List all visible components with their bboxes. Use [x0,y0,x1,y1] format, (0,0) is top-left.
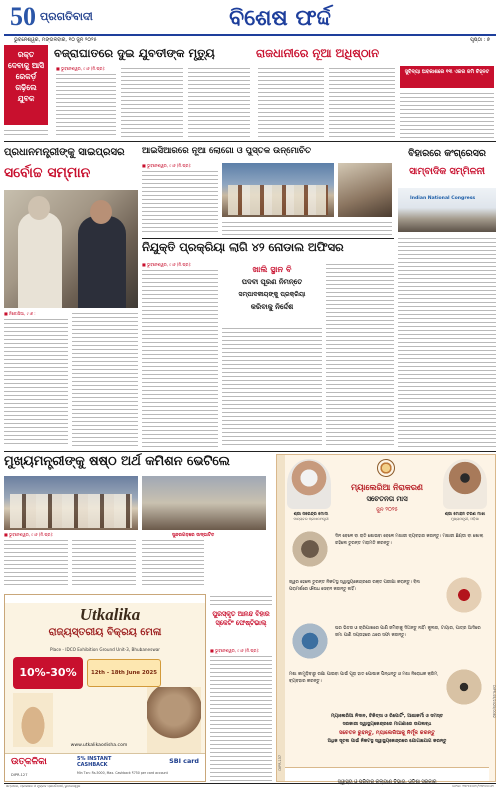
mosquito-net-icon [289,529,331,569]
section-title: ବିଶେଷ ଫର୍ଦ୍ଦ [229,6,331,31]
story4-body-col1 [142,169,218,235]
header-rule [4,34,496,36]
row2-divider [4,451,496,452]
malaria-tip-1 [289,527,485,571]
cm-name: ଶ୍ରୀ ମୋହନ ଚରଣ ମାଝୀ [444,511,486,516]
malaria-footer-l4: ଅଧିକ ସୂଚନା ପାଇଁ ନିକଟସ୍ଥ ସ୍ୱାସ୍ଥ୍ୟକେନ୍ଦ୍ରରେ ଯୋଗାଯୋଗ କରନ୍ତୁ [327,739,447,744]
malaria-tip-text: ଜ୍ୱର ହେଲେ ତୁରନ୍ତ ନିକଟସ୍ଥ ସ୍ୱାସ୍ଥ୍ୟକେନ୍ଦ୍ରରେ ରକ୍ତ ପରୀକ୍ଷା କରାନ୍ତୁ। ବିନା ପରାମର୍ଶରେ ଔଷଧ ସେବନ କରନ୍ତୁ ନାହିଁ। [289,580,420,592]
dateline: ଭୁବନେଶ୍ୱର, ମଙ୍ଗଳବାର, ୧୦ ଜୁନ ୨୦୨୫ [14,37,97,43]
malaria-code-left: DIPR-137 [278,755,282,771]
mela-ad-header-strip [5,595,205,603]
photo-figure-right [78,216,126,308]
side-teaser-text: ରକ୍ତ ଦେବାକୁ ଆସି ରେକର୍ଡ଼ ଗଢ଼ିଲେ ଯୁବକ [7,50,45,103]
photo-people-row [10,494,132,528]
story8-body [210,654,272,782]
story3-headline-box [4,144,138,188]
mela-discount-badge [13,657,83,689]
mela-ad [4,594,206,782]
story4-headline: ଆଇସିଆରରେ ନୂଆ ଲୋଗୋ ଓ ପୁସ୍ତକ ଉନ୍ମୋଚିତ [142,146,312,156]
malaria-subtitle: ସଚେତନତା ମାସ [366,495,408,503]
story3-dateline: ■ ନିକୋସିଆ, ୯।୬ : [4,311,36,316]
photo-people-row [228,185,328,215]
story7-body-col2 [72,538,136,588]
malaria-tip-3 [289,619,485,663]
story6-sub-box [222,262,322,322]
pm-role: ମାନ୍ୟବର ପ୍ରଧାନମନ୍ତ୍ରୀ [293,517,329,521]
page-number: ପୃଷ୍ଠା : ୭ [470,37,490,43]
story5-photo [398,188,496,232]
story8-body-top [210,594,272,608]
malaria-tip-text: ଦିନ ବେଳେ ବା ରାତି ଶୋଇବା ବେଳେ ମଶାରୀ ବ୍ୟବହାର କରନ୍ତୁ। ମଶାରୀ ଛିଣ୍ଡା ବା ଖୋଲା ରହିଲେ ତୁରନ୍ତ ମରାମତି କରନ୍ତୁ। [335,534,484,546]
story8-dateline: ■ ଭୁବନେଶ୍ୱର, ୯।୬ (ନି.ପ୍ର): [210,648,260,653]
story4-dateline: ■ ଭୁବନେଶ୍ୱର, ୯।୬ (ନି.ପ୍ର): [142,163,192,168]
story4-photo [222,163,334,217]
photo-figure-right-head [90,200,112,224]
story3-body-col1 [4,317,68,447]
malaria-title: ମ୍ୟାଲେରିଆ ନିରାକରଣ [351,483,423,492]
pm-name: ଶ୍ରୀ ନରେନ୍ଦ୍ର ମୋଦୀ [293,511,329,516]
story7-photo [4,476,138,530]
side-teaser-body [4,128,48,138]
row1-divider [4,141,496,142]
mela-cashback: 5% INSTANT CASHBACK [77,756,112,768]
story5-banner: Indian National Congress [410,196,476,201]
story4-body-col2 [222,220,392,235]
story4-photo-small [338,163,392,217]
masthead [0,0,500,44]
photo-figure-left-head [28,196,50,220]
story2-highlight-box [400,66,494,88]
malaria-ad [276,454,496,782]
mela-tagline: ରାଜ୍ୟସ୍ତରୀୟ ବିକ୍ରୟ ମେଳା [48,627,162,638]
story5-headline-l1: ବିହାରରେ କଂଗ୍ରେସର [408,148,486,159]
story1-dateline: ■ ଭୁବନେଶ୍ୱର, ୯।୬ (ନି.ପ୍ର): [56,66,106,71]
story2-body-col1 [258,66,324,138]
mela-brand: Utkalika [79,605,141,624]
mela-card-note: Min Txn: Rs.5000, Max. Cashback ₹750 per card account [77,771,168,775]
logo-number: 50 [10,2,36,31]
story2-highlight-text: ସୁବିଦ୍ୟା ଅବକାଶରେ ୧୩ ଏକର ଜମି ଚିହ୍ନଟ [404,69,490,75]
story2-body-col2 [329,66,395,138]
story3-headline-l1: ପ୍ରଧାନମନ୍ତ୍ରୀଙ୍କୁ ସାଇପ୍ରସର [4,147,125,158]
malaria-bottom-line [285,767,489,781]
row2-inner-divider [142,238,394,239]
footer-contact: ଫୋନ: ୨୩୯୫୫୦୧୮/୨୩୯୫୫୦୬୨ [452,784,494,788]
story1-body-col3 [188,66,250,138]
mela-craft-image-2 [13,693,53,747]
story3-headline-l2: ସର୍ବୋଚ୍ଚ ସମ୍ମାନ [4,165,91,181]
mela-code: DIPR-127 [11,773,28,777]
story7-body-col1 [4,538,68,588]
mela-discount: 10%-30% [19,666,77,679]
story6-sub-l4: କରିବାକୁ ନିର୍ଦ୍ଦେଶ [250,303,294,311]
story5-headline-l2: ସାମ୍ବାଦିକ ସମ୍ମିଳନୀ [409,166,485,177]
paper-name: ପ୍ରଗତିବାଦୀ [40,10,93,23]
story1-body-col2 [121,66,183,138]
mela-footer-brand: ଉତ୍କଳିକା [11,757,47,767]
blood-test-icon [443,575,485,615]
pm-portrait [287,459,331,509]
story6-sub-l1: ଖାଲି ସ୍ଥାନ ବି [252,264,292,274]
malaria-footer-l2: ସରକାରୀ ସ୍ୱାସ୍ଥ୍ୟକେନ୍ଦ୍ରରେ ମାଗଣାରେ ଉପଲବ୍ଧ [342,722,432,727]
malaria-tip-text: ଘର ଭିତର ଓ ଚାରିପାଖରେ ପାଣି ଜମିବାକୁ ଦିଅନ୍ତୁ ନାହିଁ। କୁଲର, ଟାୟାର, ପାତ୍ର ଆଦିରେ ଜମା ପାଣି ସପ୍ତାହରେ ଥରେ ସଫା କରନ୍ତୁ। [335,626,481,638]
mela-card: SBI card [169,757,199,765]
mela-website: www.utkalikaodisha.com [70,743,128,748]
story1-headline: ବଜ୍ରାଘାତରେ ଦୁଇ ଯୁବତୀଙ୍କ ମୃତ୍ୟୁ [54,46,215,60]
story6-sub-l2: ପଦବୀ ପୂରଣ ନିମନ୍ତେ [241,278,303,286]
malaria-tip-4 [289,665,485,709]
malaria-footer [289,713,485,763]
photo-figure-left [18,212,62,308]
malaria-ad-side-band [277,455,285,781]
malaria-tip-text: ମଶା କାମୁଡ଼ିବାରୁ ରକ୍ଷା ପାଇବା ପାଇଁ ପୂରା ହାତ ପୋଷାକ ପିନ୍ଧନ୍ତୁ ଓ ମଶା ନିରୋଧକ କ୍ରିମ୍ ବ୍ୟବହାର କରନ୍ତୁ। [289,672,438,684]
story8-headline: ପୁରସ୍କୃତ ଆନନ୍ଦ ବିହାର ସ୍କେଟିଂ ଫେଷ୍ଟିଭାଲ୍ [212,610,270,627]
story3-photo [4,190,138,308]
mosquito-icon [443,667,485,707]
odisha-emblem-icon [377,459,395,477]
mela-craft-image [147,687,201,753]
water-container-icon [289,621,331,661]
story7-body-col3 [142,538,204,588]
malaria-footer-l1: ମ୍ୟାଲେରିଆ ନିଦାନ, ଚିକିତ୍ସା ଓ ରିପୋର୍ଟିଂ, ଆଶାକର୍ମୀ ଓ ସମସ୍ତ [330,714,444,719]
cm-portrait [443,459,487,509]
story5-headline-box [398,145,496,185]
story2-body-col3 [400,91,494,138]
story7-caption: ସୁନ୍ଦରଗଡ଼ରେ ଉଦ୍‌ଘାଟିତ [172,533,215,538]
malaria-code: DIPR-05/2025/0082 [492,685,496,718]
cm-role: ମୁଖ୍ୟମନ୍ତ୍ରୀ, ଓଡ଼ିଶା [451,517,479,521]
side-teaser-box [4,45,48,125]
story6-body-col2 [222,326,322,448]
story3-body-col2 [72,311,138,447]
story2-headline: ରାଜଧାନୀରେ ନୂଆ ଅଧିଷ୍ଠାନ [256,46,380,60]
story6-sub-l3: ସମ୍ପାଦକୀୟଙ୍କୁ ପ୍ରକ୍ରିୟା [238,291,306,298]
malaria-tip-2 [289,573,485,617]
malaria-footer-l3: ସଚେତନ ରୁହନ୍ତୁ, ମ୍ୟାଲେରିଆକୁ ନିର୍ମୂଳ କରନ୍ତୁ [339,730,435,736]
story8-headline-box [210,610,272,646]
story5-body [398,236,496,448]
story7-dateline: ■ ଭୁବନେଶ୍ୱର, ୯।୬ (ନି.ପ୍ର): [4,532,54,537]
mela-venue: Place - IDCO Exhibition Ground Unit-3, Bhubaneswar [49,647,161,652]
mela-date-badge [87,659,161,687]
story6-dateline: ■ ଭୁବନେଶ୍ୱର, ୯।୬ (ନି.ପ୍ର): [142,262,192,267]
story1-body-col1 [56,72,116,138]
story6-headline: ନିଯୁକ୍ତି ପ୍ରକ୍ରିୟା ଲାଗି ୪୨ ନୋଡାଲ ଅଫିସର [142,241,344,254]
story7-headline: ମୁଖ୍ୟମନ୍ତ୍ରୀଙ୍କୁ ଷଷ୍ଠ ଅର୍ଥ କମିଶନ ଭେଟିଲେ [4,454,230,469]
story6-body-col3 [326,262,394,448]
story6-body-col1 [142,268,218,448]
malaria-month: ଜୁନ ୨୦୨୫ [376,507,398,513]
footer-printline: ସମ୍ପାଦକ, ପ୍ରକାଶକ ଓ ମୁଦ୍ରକ ପ୍ରଗତିବାଦୀ, ଭୁବନେଶ୍ୱର [6,784,81,788]
mela-date: 12th - 18th June 2025 [91,670,157,676]
